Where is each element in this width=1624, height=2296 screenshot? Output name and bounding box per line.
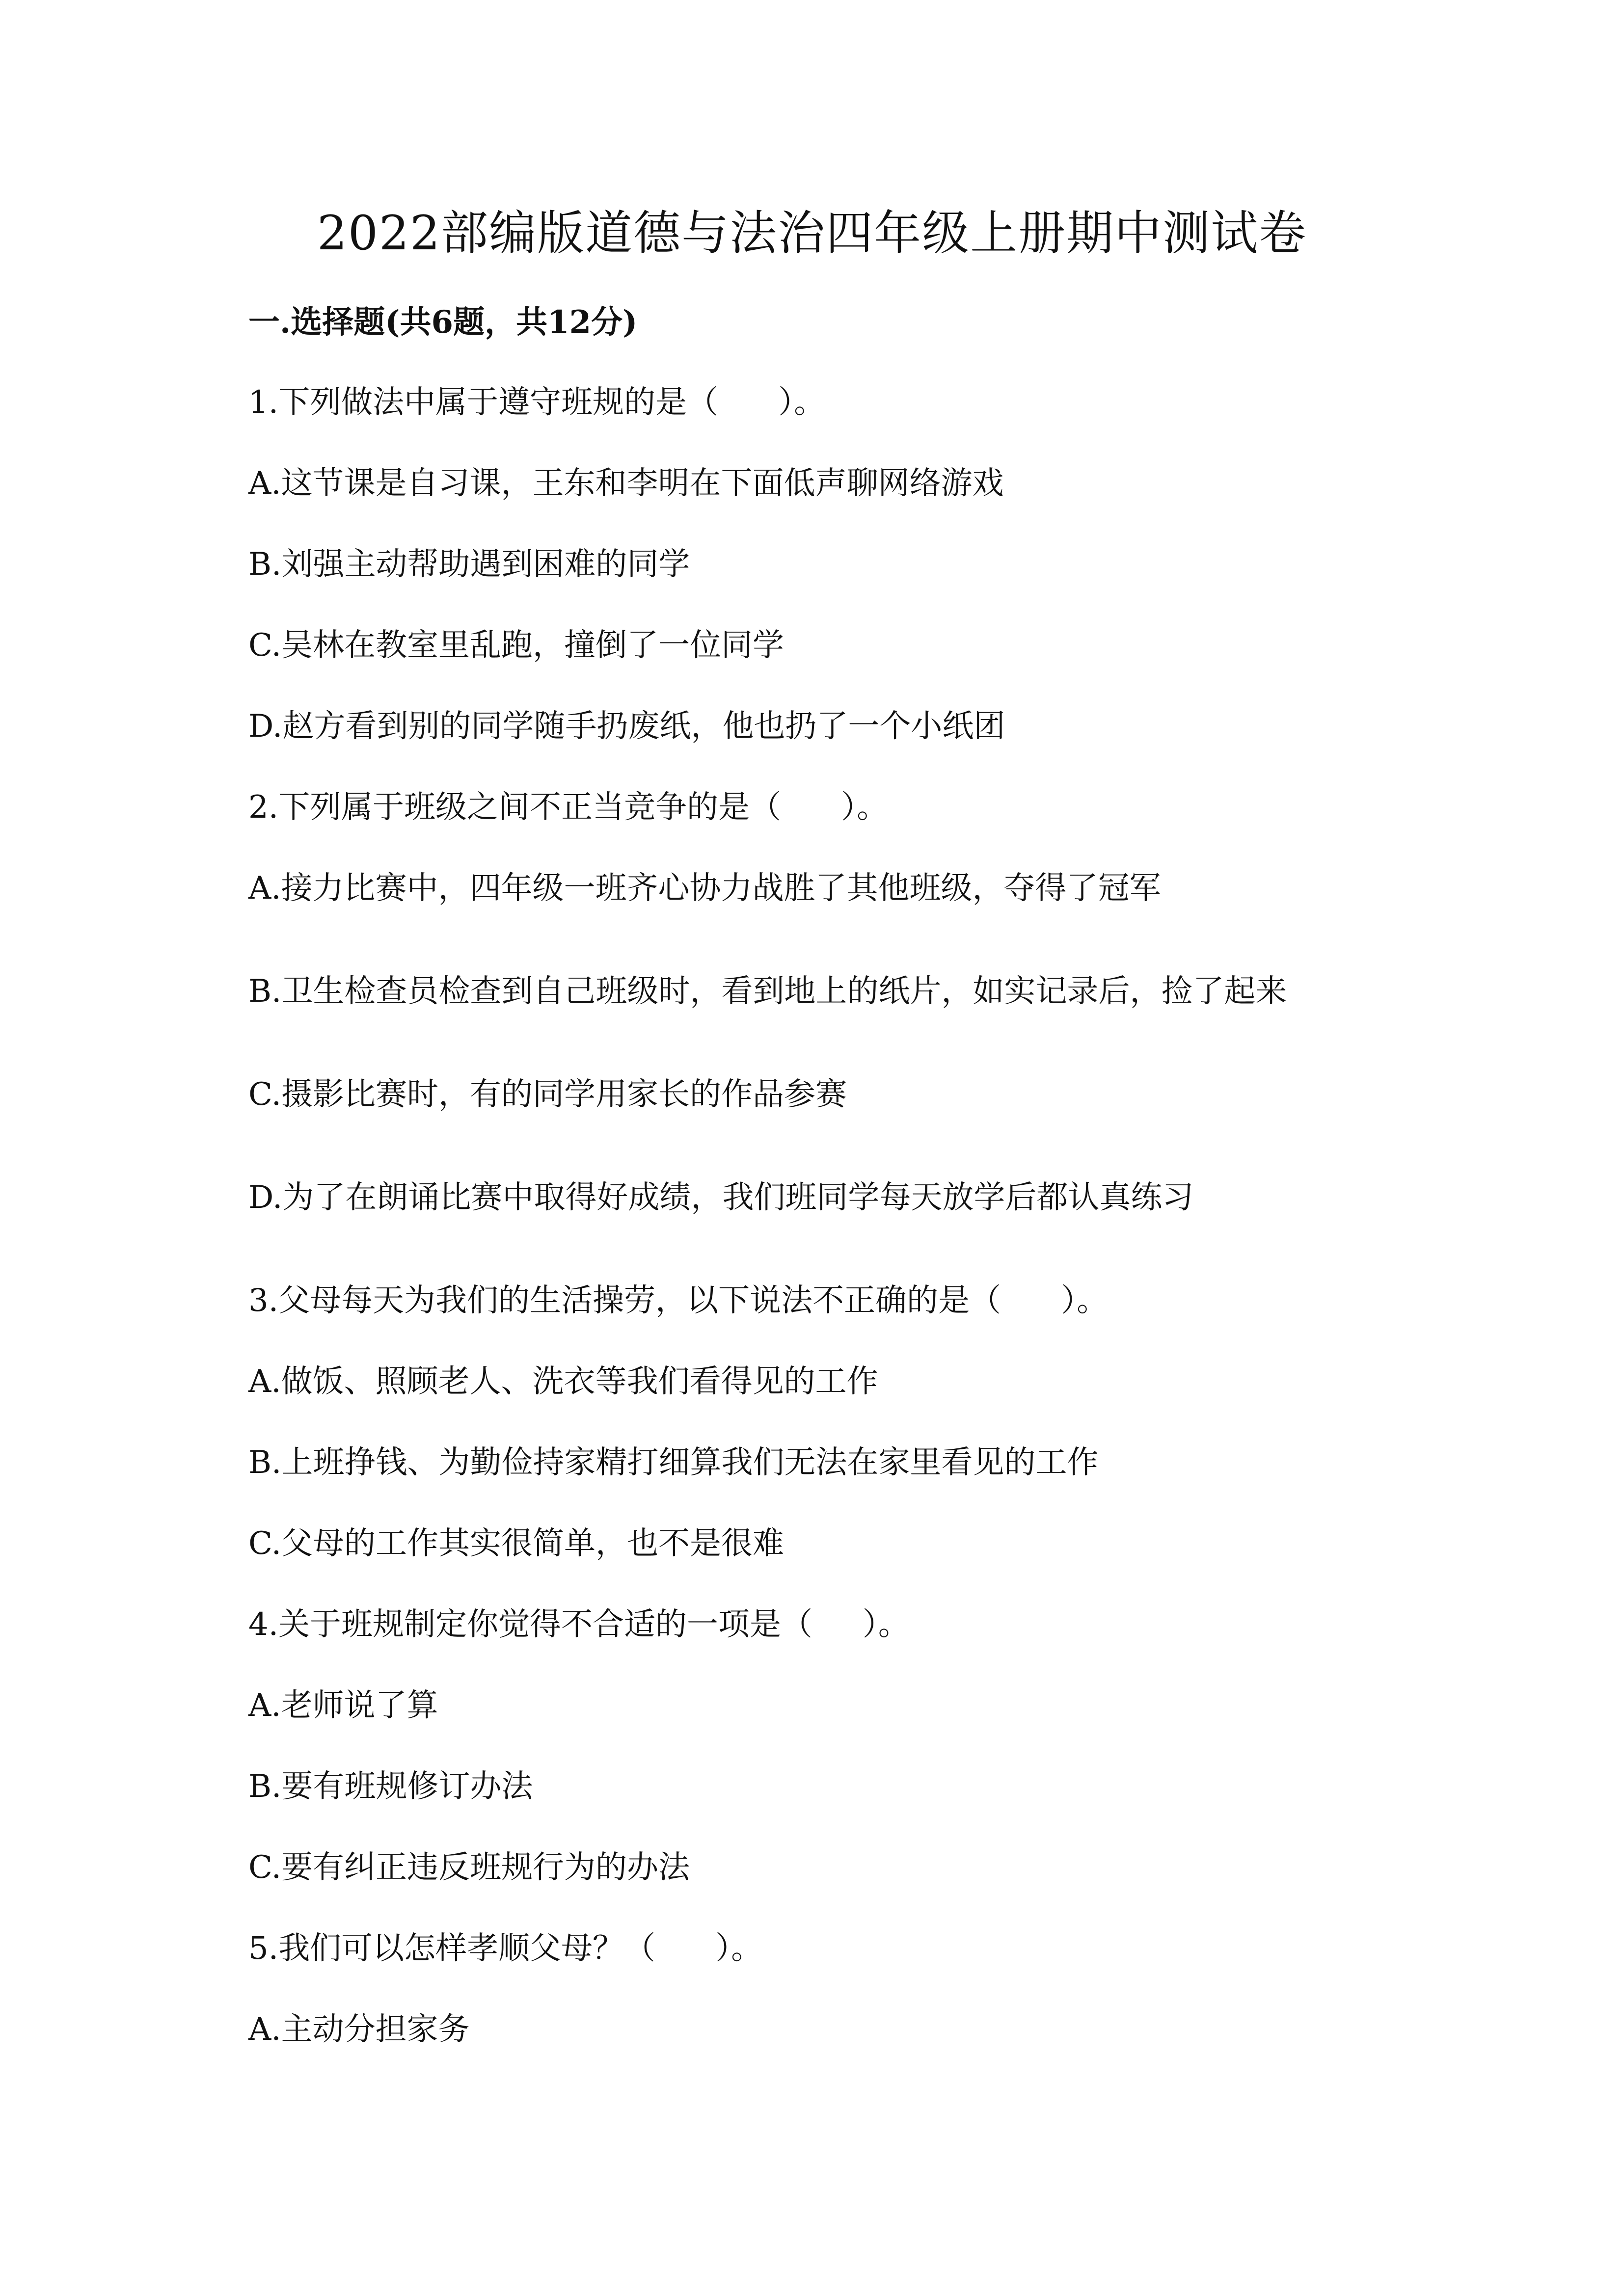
option-1a: A.这节课是自习课，王东和李明在下面低声聊网络游戏 <box>248 465 1004 502</box>
option-2b: B.卫生检查员检查到自己班级时，看到地上的纸片，如实记录后，捡了起来 <box>248 973 1287 1010</box>
option-3c: C.父母的工作其实很简单，也不是很难 <box>248 1525 785 1562</box>
option-4a: A.老师说了算 <box>248 1687 438 1724</box>
option-2c: C.摄影比赛时，有的同学用家长的作品参赛 <box>248 1076 847 1113</box>
question-3: 3.父母每天为我们的生活操劳，以下说法不正确的是（ ）。 <box>248 1282 1109 1319</box>
option-4c: C.要有纠正违反班规行为的办法 <box>248 1849 690 1886</box>
option-2d: D.为了在朗诵比赛中取得好成绩，我们班同学每天放学后都认真练习 <box>248 1179 1194 1216</box>
question-2: 2.下列属于班级之间不正当竞争的是（ ）。 <box>248 789 889 826</box>
option-3a: A.做饭、照顾老人、洗衣等我们看得见的工作 <box>248 1363 878 1400</box>
question-5: 5.我们可以怎样孝顺父母？（ ）。 <box>248 1930 763 1967</box>
option-1b: B.刘强主动帮助遇到困难的同学 <box>248 546 690 583</box>
document-title: 2022部编版道德与法治四年级上册期中测试卷 <box>317 206 1307 261</box>
option-5a: A.主动分担家务 <box>248 2011 470 2048</box>
option-4b: B.要有班规修订办法 <box>248 1768 533 1805</box>
question-1: 1.下列做法中属于遵守班规的是（ ）。 <box>248 384 826 421</box>
option-2a: A.接力比赛中，四年级一班齐心协力战胜了其他班级，夺得了冠军 <box>248 870 1161 907</box>
question-4: 4.关于班规制定你觉得不合适的一项是（ ）。 <box>248 1606 910 1643</box>
option-1c: C.吴林在教室里乱跑，撞倒了一位同学 <box>248 627 785 664</box>
option-1d: D.赵方看到别的同学随手扔废纸，他也扔了一个小纸团 <box>248 708 1005 745</box>
option-3b: B.上班挣钱、为勤俭持家精打细算我们无法在家里看见的工作 <box>248 1444 1099 1481</box>
section-heading: 一.选择题(共6题，共12分) <box>248 304 638 341</box>
